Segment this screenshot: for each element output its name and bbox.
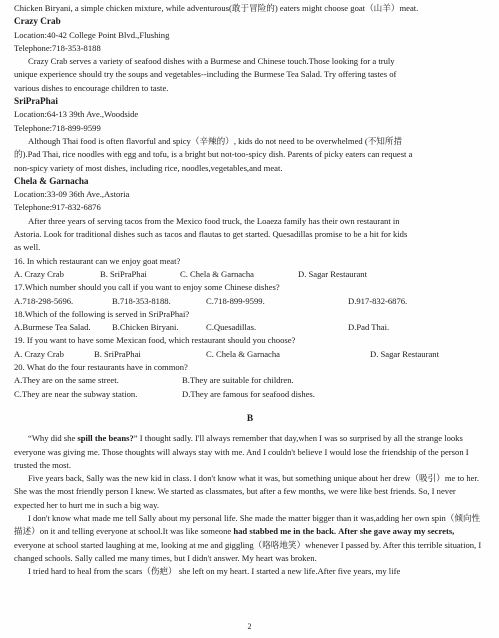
option-c[interactable]: C.718-899-9599. (206, 295, 265, 306)
option-a[interactable]: A.718-298-5696. (14, 295, 74, 306)
restaurant-desc-line: non-spicy variety of most dishes, including rice, noodles,vegetables,and meat. (14, 162, 283, 173)
question-20-options-row1 (14, 374, 486, 387)
restaurant-desc-line: unique experience should try the soups and vegetables--including the Burmese Tea Salad. Try offering tastes of (14, 69, 397, 80)
option-d[interactable]: D. Sagar Restaurant (298, 268, 367, 279)
option-d[interactable]: D.Pad Thai. (348, 322, 390, 333)
option-c[interactable]: C.They are near the subway station. (14, 388, 138, 399)
option-a[interactable]: A.Burmese Tea Salad. (14, 322, 91, 333)
question-20-options-row2 (14, 388, 486, 401)
restaurant-desc-line: Astoria. Look for traditional dishes such as tacos and flautas to get started. Quesadillas promise to be a hit for kids (14, 229, 408, 240)
question-19-stem: 19. If you want to have some Mexican food, which restaurant should you choose? (14, 335, 296, 346)
option-c[interactable]: C. Chela & Garnacha (206, 348, 280, 359)
restaurant-desc-line: Crazy Crab serves a variety of seafood dishes with a Burmese and Chinese touch.Those looking for a truly (28, 56, 395, 67)
passage-paragraph (14, 512, 486, 565)
question-19-options (14, 348, 486, 361)
page-content (14, 2, 486, 578)
restaurant-desc-line: various dishes to encourage children to taste. (14, 82, 169, 93)
question-16-options (14, 268, 486, 281)
restaurant-desc-line: as well. (14, 242, 41, 253)
paragraph-text: “Why did she (28, 433, 78, 444)
option-d[interactable]: D.917-832-6876. (348, 295, 408, 306)
paragraph-text: I tried hard to heal from the scars（伤疤） she left on my heart. I started a new life.After five years, my life (28, 566, 401, 577)
option-b[interactable]: B.718-353-8188. (112, 295, 171, 306)
option-b[interactable]: B. SriPraPhai (100, 268, 147, 279)
question-20-stem: 20. What do the four restaurants have in common? (14, 362, 188, 373)
bold-phrase: spill the beans? (77, 433, 134, 444)
option-d[interactable]: D. Sagar Restaurant (370, 348, 439, 359)
question-18-options (14, 321, 486, 334)
restaurant-desc-line: After three years of serving tacos from the Mexico food truck, the Loaeza family has their own restaurant in (28, 215, 400, 226)
passage-paragraph (14, 472, 486, 512)
restaurant-location: Location:40-42 College Point Blvd.,Flushing (14, 29, 170, 40)
option-a[interactable]: A. Crazy Crab (14, 348, 64, 359)
question-17-options (14, 295, 486, 308)
question-16-stem: 16. In which restaurant can we enjoy goat meat? (14, 255, 181, 266)
option-b[interactable]: B.Chicken Biryani. (112, 322, 179, 333)
bold-phrase: After she gave away my secrets, (338, 526, 455, 537)
option-a[interactable]: A.They are on the same street. (14, 375, 119, 386)
option-d[interactable]: D.They are famous for seafood dishes. (182, 388, 315, 399)
bold-phrase: had stabbed me in the back. (233, 526, 337, 537)
option-b[interactable]: B.They are suitable for children. (182, 375, 294, 386)
page-number: 2 (247, 622, 252, 631)
restaurant-telephone: Telephone:718-899-9599 (14, 122, 101, 133)
paragraph-text: everyone at school started laughing at me, looking at me and giggling（咯咯地笑）whenever I passed by. After this terrible situation, I changed schools. Sally called me many times, but I didn't answer. My heart was broken. (14, 539, 482, 563)
restaurant-location: Location:64-13 39th Ave.,Woodside (14, 109, 139, 120)
paragraph-text: Five years back, Sally was the new kid in class. I don't know what it was, but something unique about her drew（吸引）me to her. She was the most friendly person I knew. We started as classmates, but after a few months, we were like best friends. So, I never expected her to hurt me in such a big way. (14, 473, 479, 510)
restaurant-telephone: Telephone:718-353-8188 (14, 42, 101, 53)
question-18-stem: 18.Which of the following is served in SriPraPhai? (14, 308, 190, 319)
restaurant-telephone: Telephone:917-832-6876 (14, 202, 101, 213)
restaurant-location: Location:33-09 36th Ave.,Astoria (14, 189, 130, 200)
question-17-stem: 17.Which number should you call if you want to enjoy some Chinese dishes? (14, 282, 280, 293)
restaurant-name-crazy-crab: Crazy Crab (14, 16, 61, 27)
restaurant-name-sripraphai: SriPraPhai (14, 96, 58, 107)
section-b-label: B (246, 413, 254, 424)
restaurant-name-chela-garnacha: Chela & Garnacha (14, 175, 89, 186)
option-c[interactable]: C.Quesadillas. (206, 322, 257, 333)
restaurant-desc-line: Although Thai food is often flavorful and spicy（辛辣的）, kids do not need to be overwhelmed (不知所措 (28, 135, 403, 146)
restaurant-desc-line: 的).Pad Thai, rice noodles with egg and tofu, is a bright but not-too-spicy dish. Parents of picky eaters can request a (14, 149, 413, 160)
option-c[interactable]: C. Chela & Garnacha (180, 268, 254, 279)
intro-line: Chicken Biryani, a simple chicken mixture, while adventurous(敢于冒险的) eaters might choose goat（山羊）meat. (14, 3, 419, 13)
passage-paragraph (14, 565, 486, 578)
option-a[interactable]: A. Crazy Crab (14, 268, 64, 279)
paragraph-text: I don't know what made me tell Sally about my personal life. She made the matter bigger than it was,adding her own spin（倾向性描述）on it and telling everyone at school.It was like someone (14, 512, 481, 537)
passage-paragraph (14, 432, 486, 472)
option-b[interactable]: B. SriPraPhai (94, 348, 141, 359)
paragraph-text: ” I thought sadly. I'll always remember that day,when I was so surprised by all the strange looks everyone was giving me. Those thoughts will always stay with me. And I couldn't believe I would lose the friendship of the person I trusted the most. (14, 433, 469, 470)
